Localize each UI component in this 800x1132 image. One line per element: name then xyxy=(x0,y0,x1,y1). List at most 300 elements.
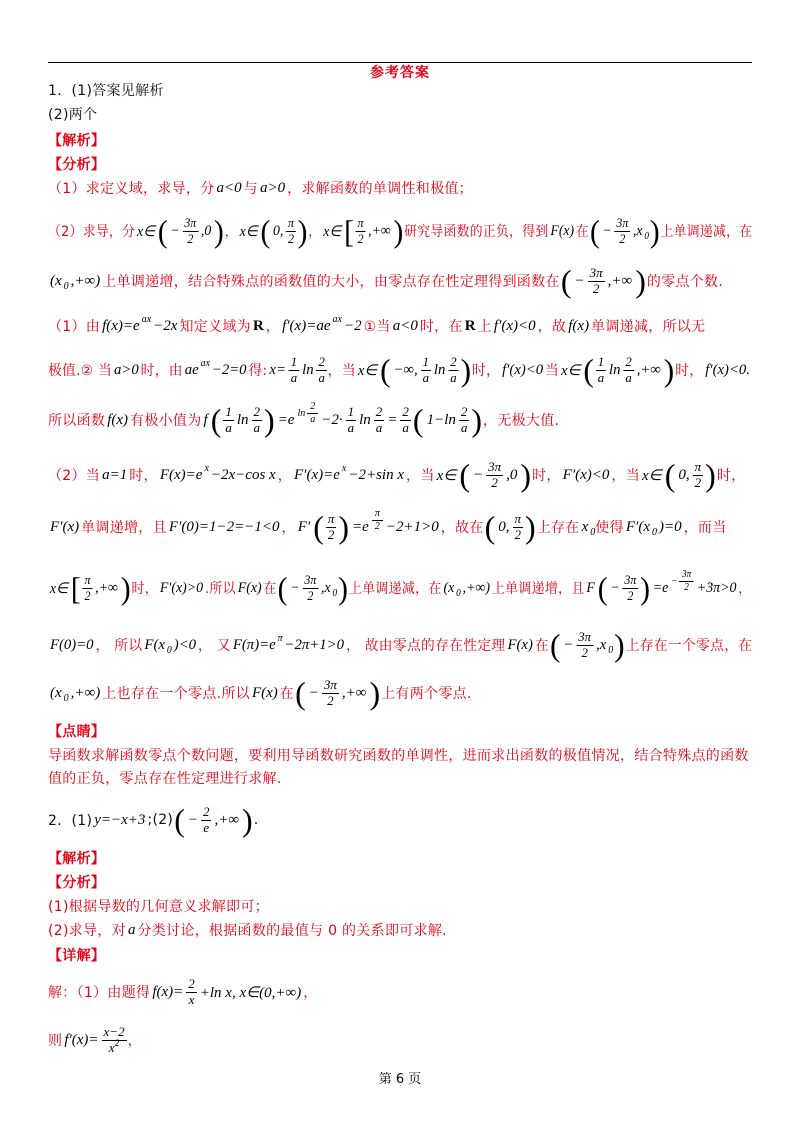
math-text: 2 xyxy=(310,401,316,412)
math-expression: )<0 xyxy=(173,636,197,653)
close-bracket: ) xyxy=(264,402,275,438)
superscript xyxy=(670,569,695,593)
fraction xyxy=(623,573,639,604)
math-expression: F(x) xyxy=(507,636,533,653)
subscript: 0 xyxy=(608,644,614,656)
numerator xyxy=(623,573,639,589)
math-expression: +3π>0 xyxy=(696,579,737,596)
numerator xyxy=(596,355,606,371)
open-bracket: ( xyxy=(484,509,496,545)
math-text: 2 xyxy=(402,403,409,419)
math-expression: ,0 xyxy=(506,466,518,483)
math-text: 3π xyxy=(681,569,692,580)
math-expression: 0, xyxy=(678,466,690,483)
denominator xyxy=(286,232,296,247)
math-expression: f xyxy=(203,411,208,428)
math-text: a xyxy=(460,419,468,435)
fraction xyxy=(317,355,327,386)
close-bracket: ) xyxy=(460,352,472,388)
text-segment: 有极小值为 xyxy=(130,413,202,429)
math-text: a xyxy=(225,419,232,435)
close-bracket: ) xyxy=(663,352,675,388)
numerator xyxy=(679,569,694,582)
math-expression: f(x) xyxy=(568,317,590,334)
numerator xyxy=(186,977,197,993)
math-text: 2 xyxy=(619,230,626,246)
close-bracket: ) xyxy=(338,509,350,545)
math-text: 2 xyxy=(307,587,314,603)
math-text: π xyxy=(287,214,294,230)
fraction xyxy=(223,405,234,436)
math-text: 3π xyxy=(616,214,629,230)
section-heading-xiangjie xyxy=(48,935,105,975)
numerator xyxy=(623,355,633,371)
denominator xyxy=(317,371,327,386)
open-bracket: ( xyxy=(412,402,424,438)
text-segment: 时， xyxy=(131,581,158,597)
fraction xyxy=(326,512,337,543)
text-segment: .所以 xyxy=(204,581,236,597)
close-bracket: ) xyxy=(649,213,660,249)
math-expression: f′(x)= xyxy=(64,1031,99,1048)
analysis-line-2 xyxy=(48,211,752,251)
close-bracket: ) xyxy=(369,675,381,711)
analysis-2-line-2 xyxy=(48,910,447,950)
superscript: x xyxy=(341,462,347,474)
fraction xyxy=(693,460,704,491)
fraction xyxy=(374,405,385,436)
numerator xyxy=(322,678,339,694)
text-segment: ，无极大值. xyxy=(483,413,560,429)
math-text: π xyxy=(327,510,335,526)
text-segment: ， 又 xyxy=(198,638,231,654)
math-expression: −2x−cos x xyxy=(210,466,276,483)
close-bracket: ) xyxy=(471,402,483,438)
text-segment: 单调递增，且 xyxy=(81,520,167,536)
denominator xyxy=(307,414,318,426)
solution-2-line-1 xyxy=(48,972,318,1012)
denominator xyxy=(83,589,93,604)
text-segment: 上单调递增，且 xyxy=(491,581,585,597)
bracket-group xyxy=(312,511,350,543)
text-segment: ， 所以 xyxy=(95,638,143,654)
math-text: 1 xyxy=(597,353,605,369)
math-text: 1 xyxy=(422,353,430,369)
math-expression: =e xyxy=(352,518,369,535)
math-text: 2 xyxy=(625,353,632,369)
close-bracket: ) xyxy=(640,570,650,606)
math-expression: x∈ xyxy=(239,223,258,240)
numerator xyxy=(346,405,357,421)
math-expression: x∈ xyxy=(49,580,69,597)
denominator xyxy=(626,589,636,604)
text-segment: ， xyxy=(277,468,293,484)
text-segment: （2）当 xyxy=(48,468,101,484)
math-text: 2 xyxy=(327,692,334,708)
fraction xyxy=(513,512,524,543)
bracket-group xyxy=(664,459,717,491)
superscript: π xyxy=(277,632,283,644)
math-text: 1 xyxy=(290,353,298,369)
math-expression: F xyxy=(586,579,595,596)
numerator xyxy=(286,216,296,232)
math-expression: ,x xyxy=(321,579,331,596)
fraction xyxy=(183,216,199,247)
math-expression: −∞, xyxy=(393,361,418,378)
text-segment: 当 xyxy=(545,363,560,379)
text-segment: 所以函数 xyxy=(48,413,106,429)
subscript: 0 xyxy=(63,280,69,292)
math-text: 3π xyxy=(624,571,637,587)
math-expression: =e xyxy=(652,579,669,596)
math-text: 3π xyxy=(488,458,502,474)
text-segment: 上 xyxy=(477,319,492,335)
fraction xyxy=(421,355,431,386)
fraction xyxy=(83,573,93,604)
open-bracket: ( xyxy=(295,675,306,711)
math-text: a xyxy=(450,369,457,385)
denominator xyxy=(513,528,524,543)
text-segment: 时， xyxy=(472,363,501,379)
open-bracket: ( xyxy=(277,570,288,606)
math-text: a xyxy=(318,369,325,385)
math-expression: a>0 xyxy=(114,361,139,378)
denominator xyxy=(623,371,633,386)
math-expression: ln xyxy=(433,361,446,378)
close-bracket: ) xyxy=(393,213,404,249)
numerator xyxy=(400,405,411,421)
text-segment: (1)根据导数的几何意义求解即可； xyxy=(48,899,269,915)
text-segment: ，故在 xyxy=(440,520,484,536)
subscript: 0 xyxy=(652,526,657,538)
bracket-group xyxy=(484,511,537,543)
math-expression: F(π)=e xyxy=(232,636,276,653)
text-segment: 【解析】 xyxy=(48,133,106,149)
math-expression: f′(x)=ae xyxy=(282,317,331,334)
text-segment: 值的正负，零点存在性定理进行求解. xyxy=(48,771,282,787)
math-expression: f′(x)<0. xyxy=(705,361,750,378)
bold-symbol: R xyxy=(252,317,264,334)
superscript xyxy=(296,401,319,425)
numerator xyxy=(326,512,337,528)
denominator xyxy=(421,371,431,386)
math-expression: − xyxy=(671,575,678,587)
fraction xyxy=(102,1025,127,1056)
math-text: 2 xyxy=(627,587,634,603)
denominator xyxy=(289,371,299,386)
detail-line-5 xyxy=(48,507,727,547)
numerator xyxy=(223,405,234,421)
math-expression: F′(x xyxy=(625,518,650,535)
close-bracket: ) xyxy=(297,213,308,249)
math-expression: a<0 xyxy=(392,317,418,334)
bracket-group xyxy=(277,572,349,604)
bracket-group xyxy=(379,354,472,386)
math-expression: − xyxy=(610,579,620,596)
text-segment: （1）求定义域，求导，分 xyxy=(48,181,215,197)
text-segment: ，故 xyxy=(537,319,567,335)
math-text: 2 xyxy=(287,230,294,246)
math-expression: x xyxy=(581,518,589,535)
math-expression: =e xyxy=(277,411,295,428)
text-segment: 的零点个数. xyxy=(646,274,724,290)
analysis-line-3 xyxy=(48,261,723,301)
math-expression: f′(x)<0 xyxy=(502,361,544,378)
math-text: 2 xyxy=(581,644,588,660)
denominator xyxy=(185,232,195,247)
math-text: a xyxy=(402,419,409,435)
close-bracket: ) xyxy=(635,263,646,299)
math-expression: F(x) xyxy=(251,684,278,701)
math-text: a xyxy=(375,419,383,435)
math-expression: ,0 xyxy=(200,222,212,239)
fraction xyxy=(486,460,503,491)
math-text: 2 xyxy=(253,403,261,419)
fraction xyxy=(448,355,458,386)
numerator xyxy=(576,630,593,646)
denominator xyxy=(489,476,500,491)
subscript: 0 xyxy=(166,644,172,656)
text-segment: ， xyxy=(738,581,752,597)
text-segment: 时， xyxy=(532,468,561,484)
detail-line-4 xyxy=(48,455,745,495)
text-segment: 上有两个零点. xyxy=(381,686,472,702)
math-expression: F(0)=0 xyxy=(49,636,94,653)
fraction xyxy=(356,216,366,247)
text-segment: 研究导函数的正负，得到 xyxy=(404,224,549,240)
text-segment: 时， xyxy=(129,468,158,484)
math-expression: − xyxy=(290,579,300,596)
math-expression: − xyxy=(170,222,180,239)
math-expression: − xyxy=(574,272,585,289)
text-segment: 时， xyxy=(716,468,746,484)
fraction xyxy=(372,508,383,532)
math-expression: ,+∞ xyxy=(636,361,661,378)
math-expression: − xyxy=(308,684,319,701)
bracket-group xyxy=(582,354,675,386)
math-expression: 0, xyxy=(498,518,510,535)
page-title: 参考答案 xyxy=(370,65,430,81)
text-segment: (2)两个 xyxy=(48,107,98,123)
denominator xyxy=(356,232,366,247)
subscript: 0 xyxy=(332,587,338,599)
fraction xyxy=(307,401,318,425)
close-bracket: ) xyxy=(705,457,716,493)
fraction xyxy=(615,216,631,247)
numerator xyxy=(83,573,93,589)
math-text: 2 xyxy=(450,353,457,369)
text-segment: 上单调递减，在 xyxy=(660,224,753,240)
open-bracket: ( xyxy=(459,457,471,493)
math-expression: x∈ xyxy=(137,223,156,240)
open-bracket: ( xyxy=(157,213,168,249)
analysis-line-1 xyxy=(48,168,473,208)
math-expression: f(x)=e xyxy=(102,317,140,334)
math-expression: ln xyxy=(302,361,314,378)
fraction xyxy=(576,630,593,661)
math-text: 2 xyxy=(491,474,498,490)
math-expression: −2x xyxy=(153,317,178,334)
math-expression: 0, xyxy=(273,222,284,239)
math-text: x−2 xyxy=(103,1023,125,1039)
denominator xyxy=(448,371,458,386)
math-text: π xyxy=(694,458,702,474)
math-text: 1 xyxy=(347,403,355,419)
denominator xyxy=(596,371,606,386)
subscript: 0 xyxy=(63,692,69,704)
fraction xyxy=(322,678,339,709)
math-text: a xyxy=(290,369,298,385)
math-text: 2 xyxy=(327,526,335,542)
fraction xyxy=(588,266,605,297)
detail-line-6 xyxy=(48,568,752,608)
math-text: 2 xyxy=(694,474,702,490)
math-expression: (x xyxy=(50,684,62,701)
fraction xyxy=(289,355,299,386)
math-expression: f(x) xyxy=(107,411,129,428)
denominator xyxy=(326,528,337,543)
math-expression: x= xyxy=(269,361,286,378)
text-segment: 上也存在一个零点.所以 xyxy=(102,686,250,702)
math-text: 3π xyxy=(304,571,317,587)
text-segment: ， 故由零点的存在性定理 xyxy=(345,638,506,654)
math-text: π xyxy=(357,214,364,230)
math-text: 2 xyxy=(318,353,325,369)
math-expression: F′(x)>0 xyxy=(159,579,204,596)
text-segment: ①当 xyxy=(363,319,391,335)
math-expression: ,+∞ xyxy=(341,684,367,701)
fraction xyxy=(302,573,318,604)
math-expression: −2+sin x xyxy=(348,466,405,483)
math-expression: a>0 xyxy=(259,179,286,196)
math-expression: x∈ xyxy=(642,467,662,484)
top-rule xyxy=(48,62,752,63)
text-segment: 得: xyxy=(248,363,268,379)
numerator xyxy=(615,216,631,232)
close-bracket: ) xyxy=(120,570,131,606)
math-text: 2 xyxy=(460,403,468,419)
math-expression: − xyxy=(187,811,198,828)
text-segment: ，当 xyxy=(327,363,356,379)
math-text: x xyxy=(188,991,195,1007)
denominator xyxy=(346,421,357,436)
text-segment: 分类讨论，根据函数的最值与 0 的关系即可求解. xyxy=(137,923,447,939)
bracket-group xyxy=(343,215,404,247)
numerator xyxy=(372,508,383,521)
text-segment: 则 xyxy=(48,1033,63,1049)
text-segment: 2．(1) xyxy=(48,813,93,829)
math-text: π xyxy=(514,510,522,526)
math-expression: F′(x)=e xyxy=(294,466,340,483)
detail-line-7 xyxy=(48,625,752,665)
math-expression: −2+1>0 xyxy=(385,518,439,535)
math-expression: ,+∞ xyxy=(607,272,633,289)
open-bracket: ( xyxy=(380,352,391,388)
open-bracket: ( xyxy=(589,213,600,249)
math-expression: −2=0 xyxy=(211,361,247,378)
math-expression: x∈ xyxy=(436,467,457,484)
math-expression: ,+∞) xyxy=(462,579,490,596)
math-expression: F(x xyxy=(144,636,165,653)
math-expression: − xyxy=(602,222,612,239)
text-segment: 时， xyxy=(675,363,704,379)
denominator xyxy=(591,282,602,297)
numerator xyxy=(459,405,470,421)
fraction xyxy=(201,805,212,836)
superscript: ax xyxy=(200,357,210,369)
open-bracket: ( xyxy=(664,457,676,493)
bold-symbol: R xyxy=(464,317,476,334)
solution-2-line-2 xyxy=(48,1020,142,1060)
numerator xyxy=(513,512,524,528)
text-segment: 【详解】 xyxy=(48,948,106,964)
math-text: 2 xyxy=(684,581,689,593)
math-expression: −2 xyxy=(343,317,362,334)
text-segment: (2)求导，对 xyxy=(48,923,126,939)
text-segment: ， xyxy=(281,520,296,536)
bracket-group xyxy=(597,572,651,604)
text-segment: 【点睛】 xyxy=(48,724,106,740)
text-segment: ， xyxy=(303,985,318,1001)
fraction xyxy=(596,355,606,386)
numerator xyxy=(448,355,458,371)
math-expression: a=1 xyxy=(102,466,128,483)
numerator xyxy=(201,805,212,821)
numerator xyxy=(356,216,366,232)
text-segment: ，当 xyxy=(611,468,640,484)
open-bracket: [ xyxy=(70,570,81,606)
math-expression: x∈ xyxy=(561,362,581,379)
math-expression: ae xyxy=(184,361,199,378)
math-text: 2 xyxy=(592,280,600,296)
bracket-group xyxy=(260,215,309,247)
open-bracket: ( xyxy=(260,213,271,249)
math-expression: ,x xyxy=(632,222,643,239)
page-number: 第 6 页 xyxy=(378,1072,422,1087)
math-expression: +ln x, x∈(0,+∞) xyxy=(199,984,302,1001)
bracket-group xyxy=(589,215,660,247)
math-expression: x xyxy=(108,1039,115,1055)
math-expression: ln xyxy=(609,361,621,378)
math-expression: ln xyxy=(236,411,249,428)
math-expression: (x xyxy=(443,579,455,596)
close-bracket: ) xyxy=(614,627,625,663)
math-text: 2 xyxy=(202,803,210,819)
denominator xyxy=(618,232,628,247)
superscript: ax xyxy=(332,313,342,325)
math-expression: F′(0)=1−2=−1<0 xyxy=(168,518,280,535)
math-expression: F(x) xyxy=(550,222,575,239)
text-segment: （2）求导，分 xyxy=(48,224,136,240)
math-text: a xyxy=(310,413,316,425)
math-text: 2 xyxy=(514,526,522,542)
math-text: a xyxy=(625,369,632,385)
bracket-group xyxy=(412,404,483,436)
math-expression: ,+∞ xyxy=(214,811,240,828)
math-text: 2 xyxy=(187,230,194,246)
math-text: 3π xyxy=(589,264,603,280)
fraction xyxy=(286,216,296,247)
text-segment: 上单调递增，结合特殊点的函数值的大小，由零点存在性定理得到函数在 xyxy=(102,274,560,290)
text-segment: 时，在 xyxy=(419,319,463,335)
denominator xyxy=(580,646,590,661)
fraction xyxy=(186,977,197,1008)
text-segment: 导函数求解函数零点个数问题，要利用导函数研究函数的单调性，进而求出函数的极值情况，结合特殊点的函数 xyxy=(48,748,749,764)
bracket-group xyxy=(458,459,532,491)
superscript xyxy=(371,508,384,532)
text-segment: 使得 xyxy=(595,520,624,536)
math-expression: F′ xyxy=(297,518,311,535)
